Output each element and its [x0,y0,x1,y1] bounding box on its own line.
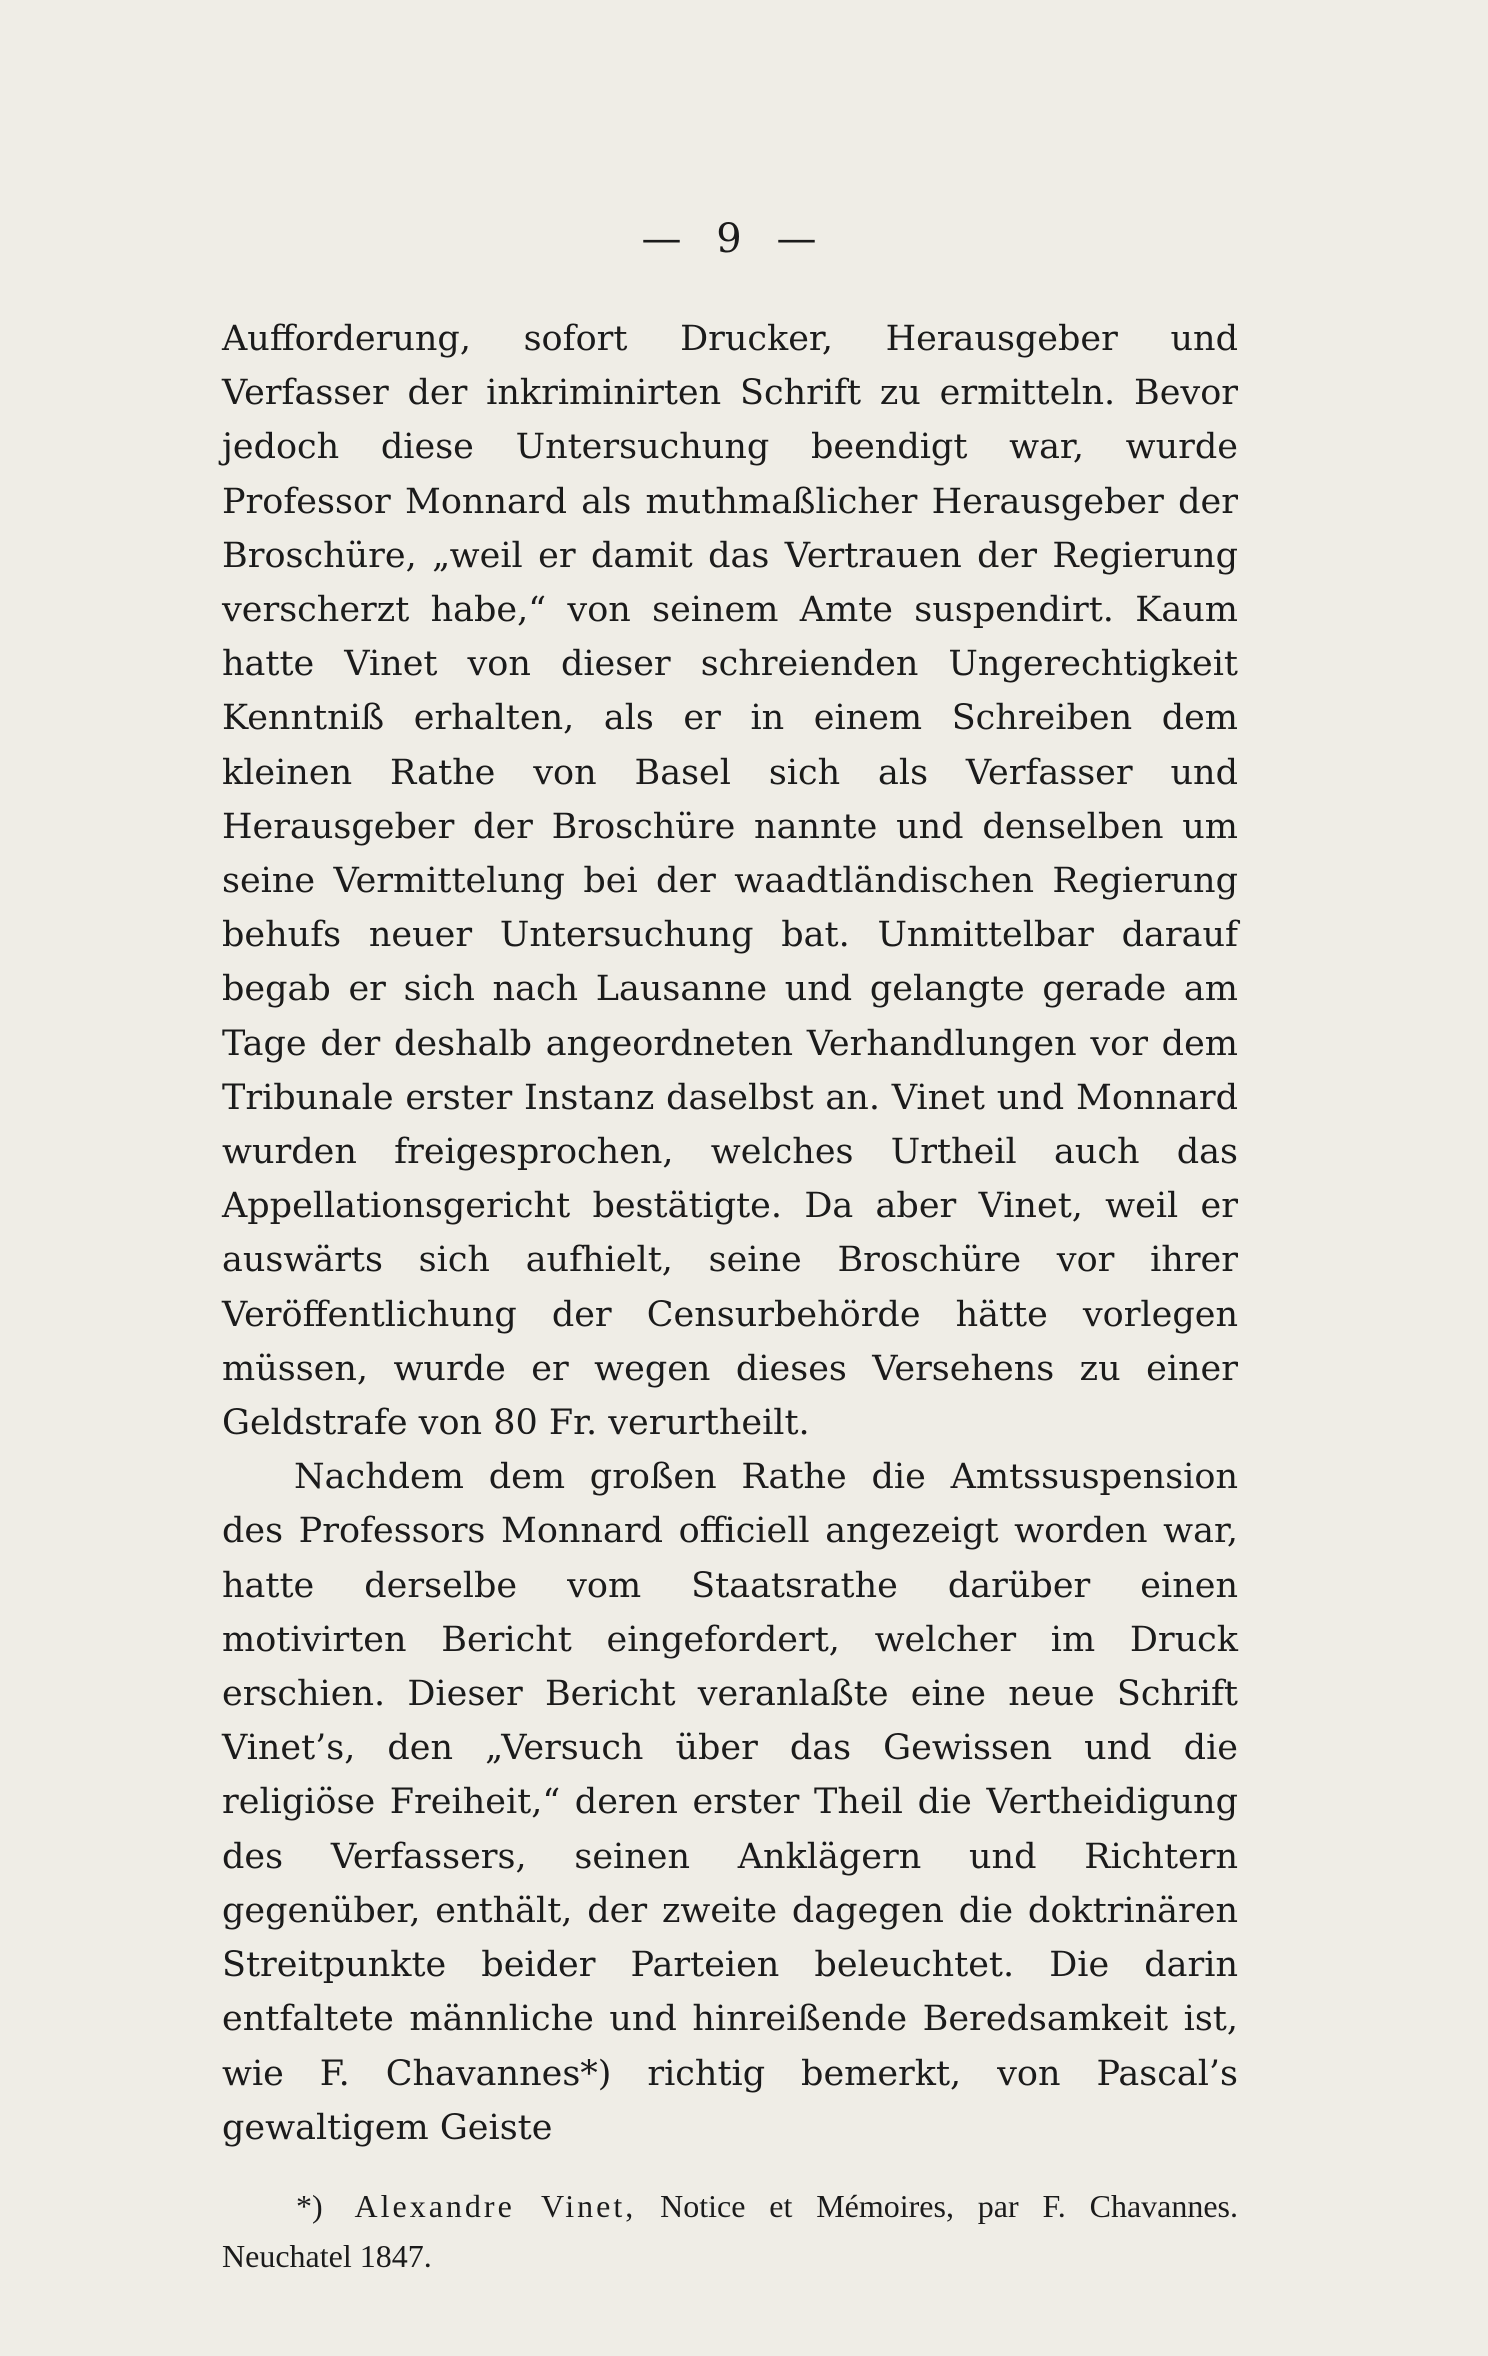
header-dash-right: — [776,216,819,262]
paragraph-2 [222,1450,1238,2155]
page-header [222,210,1238,268]
footnote-mark: *) [296,2187,323,2224]
paragraph-1 [222,312,1238,1450]
paragraph-2-text: Nachdem dem großen Rathe die Amtssuspension des Professors Monnard officiell angezeigt worden war, hatte derselbe vom Staatsrathe darüber einen motivirten Bericht eingefordert, welcher im Druck erschien. Dieser Bericht veranlaßte eine neue Schrift Vinet’s, den „Versuch über das Gewissen und die religiöse Freiheit,“ deren erster Theil die Vertheidigung des Verfassers, seinen Anklägern und Richtern gegenüber, enthält, der zweite dagegen die doktrinären Streitpunkte beider Parteien beleuchtet. Die darin entfaltete männliche und hinreißende Beredsamkeit ist, wie F. Chavannes*) richtig bemerkt, von Pascal’s gewaltigem Geiste [222,1457,1238,2148]
footnote [222,2181,1238,2281]
header-dash-left: — [641,216,684,262]
main-text [222,312,1238,2155]
footnote-reference: Notice et Mémoires, par F. Chavannes. Neuchatel 1847. [222,2187,1239,2274]
paragraph-1-text: Aufforderung, sofort Drucker, Herausgeber und Verfasser der inkriminirten Schrift zu ermitteln. Bevor jedoch diese Untersuchung beendigt war, wurde Professor Monnard als muthmaßlicher Herausgeber der Broschüre, „weil er damit das Vertrauen der Regierung verscherzt habe,“ von seinem Amte suspendirt. Kaum hatte Vinet von dieser schreienden Ungerechtigkeit Kenntniß erhalten, als er in einem Schreiben dem kleinen Rathe von Basel sich als Verfasser und Herausgeber der Broschüre nannte und denselben um seine Vermittelung bei der waadtländischen Regierung behufs neuer Untersuchung bat. Unmittelbar darauf begab er sich nach Lausanne und gelangte gerade am Tage der deshalb angeordneten Verhandlungen vor dem Tribunale erster Instanz daselbst an. Vinet und Monnard wurden freigesprochen, welches Urtheil auch das Appellationsgericht bestätigte. Da aber Vinet, weil er auswärts sich aufhielt, seine Broschüre vor ihrer Veröffentlichung der Censurbehörde hätte vorlegen müssen, wurde er wegen dieses Versehens zu einer Geldstrafe von 80 Fr. verurtheilt. [222,319,1238,1444]
footnote-author: Alexandre Vinet, [354,2187,637,2224]
page-number: 9 [716,216,744,262]
